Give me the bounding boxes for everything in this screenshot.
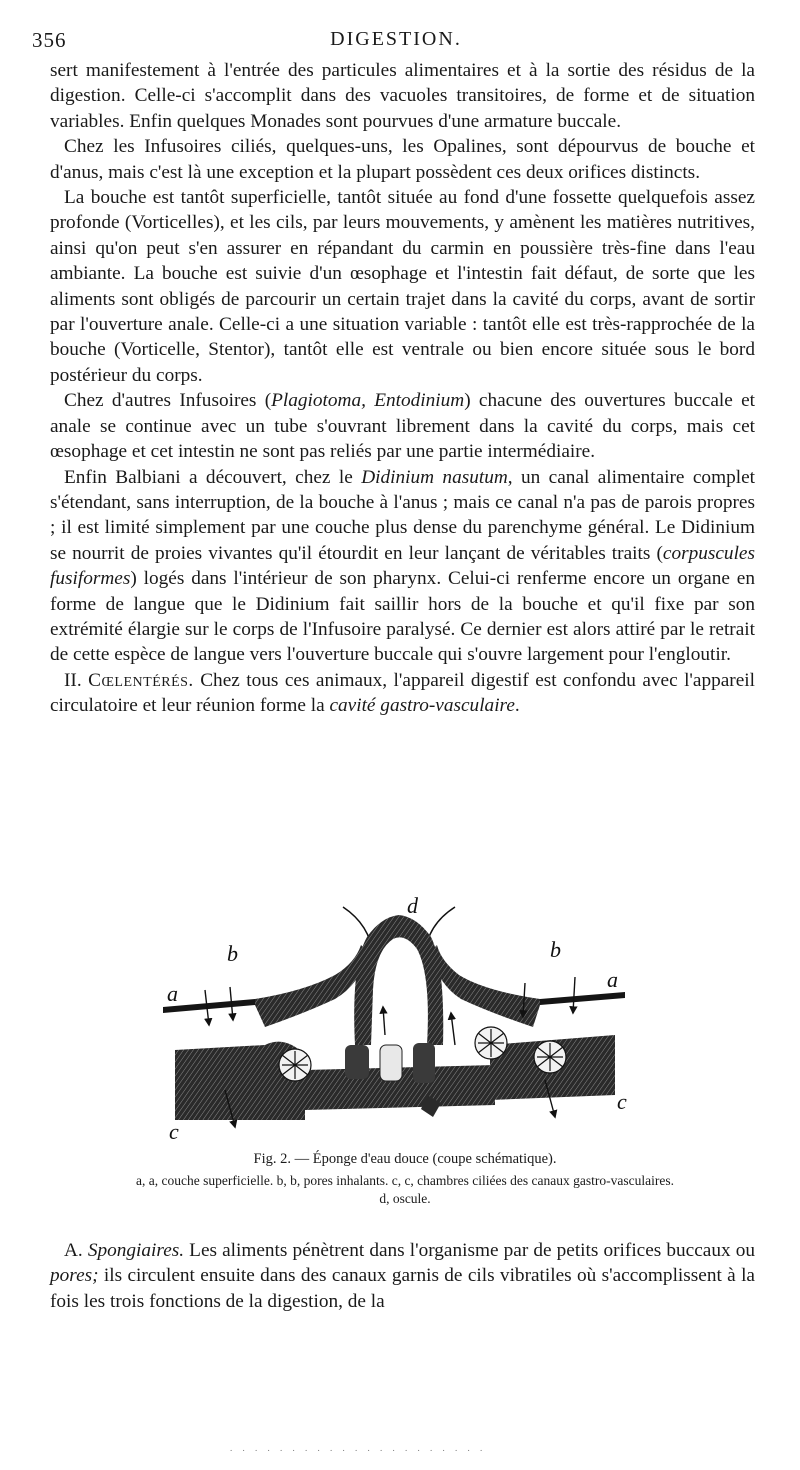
paragraph-3: La bouche est tantôt superficielle, tantôt située au fond d'une fossette quelquefois assez profonde (Vorticelles), et les cils, par leurs mouvements, y amènent les matières nutritives, ainsi qu'on peut s'en assurer en répandant du carmin en poussière très-fine dans l'eau ambiante. La bouche est suivie d'un œsophage et l'intestin fait défaut, de sorte que les aliments sont obligés de parcourir un certain trajet dans la cavité du corps, avant de sortir par l'ouverture anale. Celle-ci a une situation variable : tantôt elle est très-rapprochée de la bouche (Vorticelle, Stentor), tantôt elle est ventrale ou bien encore située sous le bord postérieur du corps. (50, 187, 755, 386)
paragraph-2: Chez les Infusoires ciliés, quelques-uns, les Opalines, sont dépourvus de bouche et d'anus, mais c'est là une exception et la plupart possèdent ces deux orifices distincts. (50, 136, 755, 183)
figure-caption-legend (40, 1172, 770, 1208)
page-number: 356 (32, 28, 67, 52)
paragraph-5-text-a: Enfin Balbiani a découvert, chez le (64, 466, 362, 488)
label-d: d (407, 895, 418, 918)
paragraph-5-italic-species: Didinium nasutum (361, 466, 508, 488)
label-c-right: c (617, 1089, 627, 1114)
label-c-left: c (169, 1119, 179, 1144)
canal-chunk-3 (345, 1045, 369, 1079)
paragraph-6-text-a: Chez tous ces animaux, l'appareil digestif est confondu avec l'appareil circulatoire et leur réunion forme la (50, 669, 755, 717)
paragraph-4-text-b: ) chacune des ouvertures buccale et anale se continue avec un tube s'ouvrant librement dans la cavité du corps, mais cet œsophage et cet intestin ne sont pas reliés par une partie intermédiaire. (50, 390, 756, 463)
label-b-right: b (550, 937, 561, 962)
paragraph-7 (50, 1238, 755, 1314)
paragraph-5-italic-corpuscules: corpuscules fusiformes (50, 542, 755, 590)
page-header (32, 28, 760, 56)
spongiaires-text (50, 1238, 755, 1314)
paragraph-7-text-b: ils circulent ensuite dans des canaux garnis de cils vibratiles où s'accomplissent à la fois les trois fonctions de la digestion, de la (50, 1265, 755, 1312)
paragraph-5-text-c: ) logés dans l'intérieur de son pharynx. Celui-ci renferme encore un organe en forme de langue que le Didinium fait saillir hors de la bouche et qu'il fixe par son extrémité élargie sur le corps de l'Infusoire paralysé. Ce dernier est alors attiré par le retrait de cette espèce de langue vers l'ouverture buccale qui s'ouvre largement pour l'engloutir. (50, 568, 755, 666)
paragraph-5 (50, 465, 755, 668)
label-a-left: a (167, 981, 178, 1006)
figure-legend-line-2: d, oscule. (379, 1191, 431, 1206)
paragraph-7-italic-pores: pores; (50, 1265, 99, 1287)
footer-bleed-through: . . . . . . . . . . . . . . . . . . . . . (230, 1443, 487, 1453)
paragraph-4 (50, 388, 755, 464)
paragraph-6 (50, 668, 755, 719)
ciliated-chamber-mid (475, 1027, 507, 1059)
canal-chunk-2 (413, 1043, 435, 1083)
paragraph-4-text-a: Chez d'autres Infusoires ( (64, 390, 272, 412)
superficial-layer-right (540, 992, 625, 1005)
main-text (50, 58, 755, 719)
paragraph-6-italic: cavité gastro-vasculaire (329, 695, 515, 717)
paragraph-5-text-b: , un canal alimentaire complet s'étendant, sans interruption, de la bouche à l'anus ; mais ce canal n'a pas de parois propres ; il est limité simplement par une couche plus dense du parenchyme général. Le Didinium se nourrit de proies vivantes qu'il étourdit en leur lançant de véritables traits ( (50, 466, 755, 564)
running-title: DIGESTION. (330, 28, 462, 50)
subsection-letter: A. (64, 1240, 83, 1261)
section-number: II. (64, 669, 82, 691)
paragraph-6-text-b: . (514, 695, 520, 717)
figure-caption-title: Fig. 2. — Éponge d'eau douce (coupe schématique). (253, 1151, 557, 1167)
label-a-right: a (607, 967, 618, 992)
sponge-figure (155, 895, 635, 1150)
ciliated-chamber-left (279, 1049, 311, 1081)
section-heading: Cœlentérés. (88, 669, 194, 691)
paragraph-4-italic: Plagiotoma, Entodinium (271, 390, 465, 412)
sponge-section-illustration (155, 895, 635, 1150)
cortex-left (255, 945, 369, 1027)
label-b-left: b (227, 941, 238, 966)
figure-legend-line-1: a, a, couche superficielle. b, b, pores inhalants. c, c, chambres ciliées des canaux gastro-vasculaires. (136, 1173, 674, 1188)
subsection-heading: Spongiaires. (87, 1240, 185, 1261)
paragraph-1: sert manifestement à l'entrée des particules alimentaires et à la sortie des résidus de la digestion. Celle-ci s'accomplit dans des vacuoles transitoires, de forme et de situation variables. Enfin quelques Monades sont pourvues d'une armature buccale. (50, 60, 755, 132)
canal-chunk-1 (380, 1045, 402, 1081)
ciliated-chamber-right (534, 1041, 566, 1073)
paragraph-7-text-a: Les aliments pénètrent dans l'organisme par de petits orifices buccaux ou (184, 1240, 755, 1261)
